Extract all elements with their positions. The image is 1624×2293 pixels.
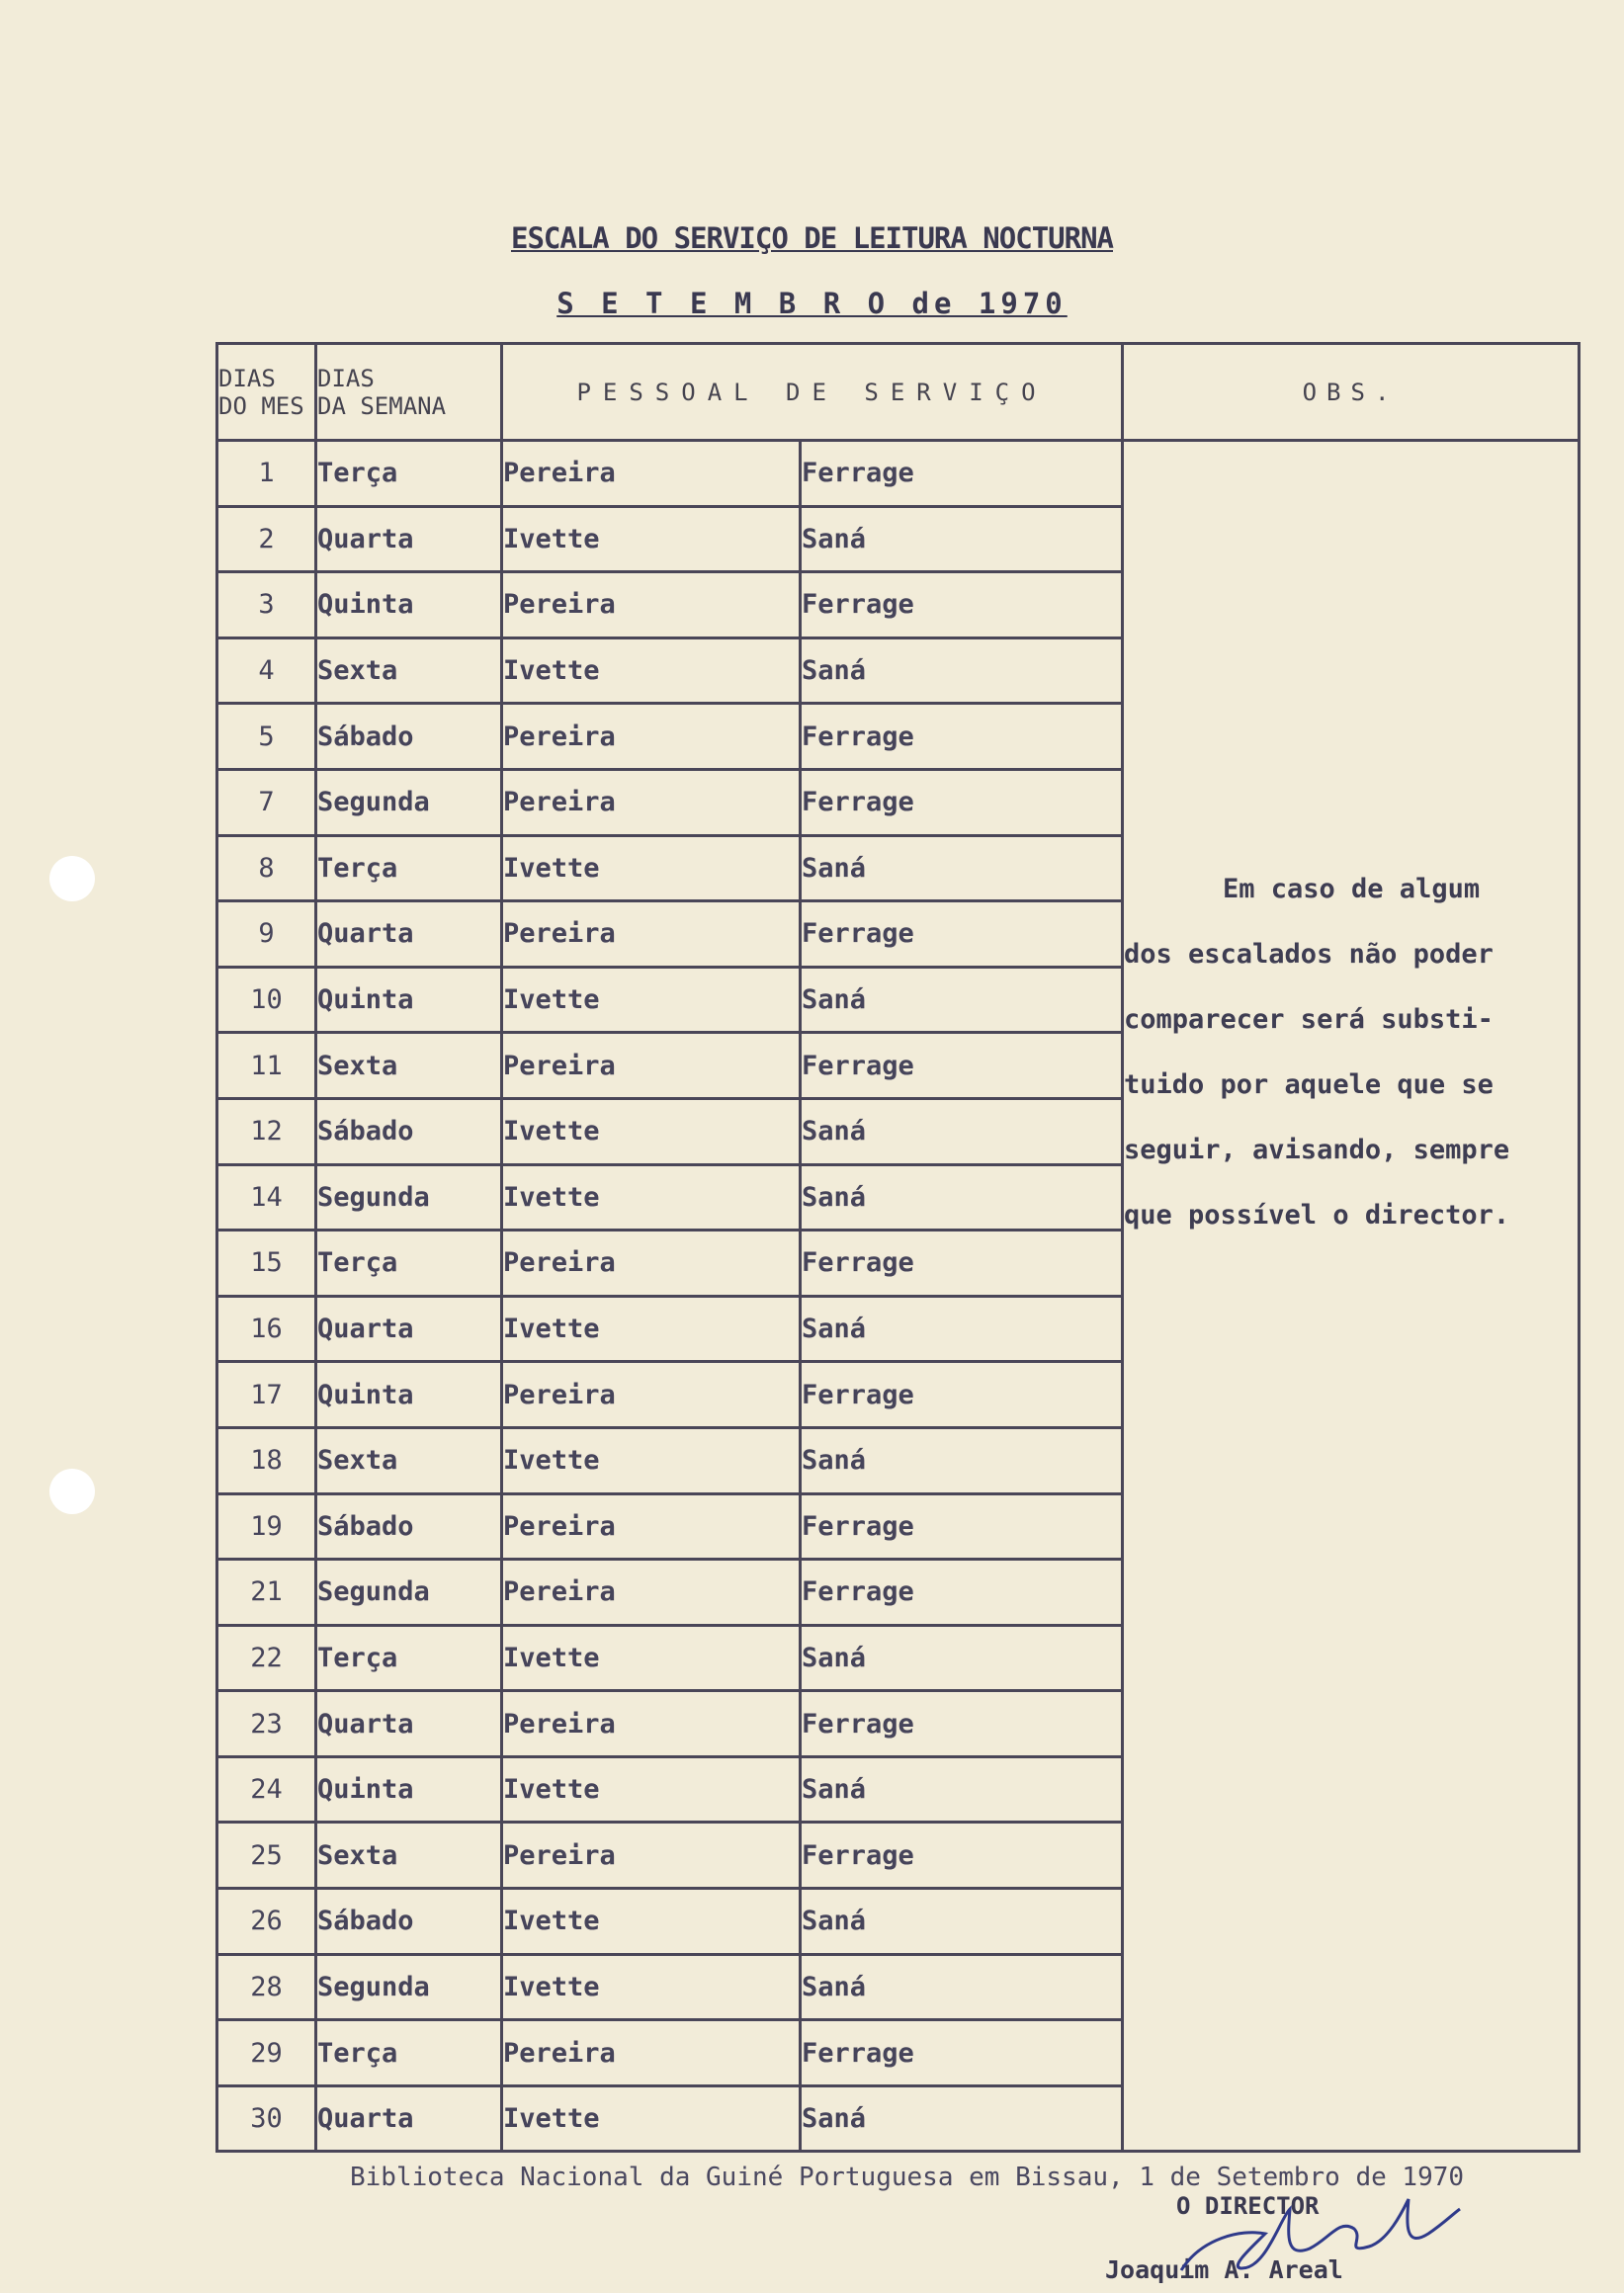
staff-b-cell: Saná <box>801 1098 1123 1164</box>
day-of-month-cell: 7 <box>217 769 316 835</box>
day-of-month-cell: 19 <box>217 1493 316 1560</box>
staff-b-cell: Ferrage <box>801 1493 1123 1560</box>
day-of-month-cell: 11 <box>217 1033 316 1099</box>
day-of-month-cell: 17 <box>217 1362 316 1428</box>
weekday-cell: Sexta <box>316 1033 502 1099</box>
staff-b-cell: Saná <box>801 967 1123 1033</box>
staff-b-cell: Ferrage <box>801 901 1123 968</box>
staff-a-cell: Pereira <box>502 769 801 835</box>
staff-b-cell: Ferrage <box>801 769 1123 835</box>
staff-b-cell: Ferrage <box>801 1691 1123 1757</box>
weekday-cell: Quarta <box>316 2085 502 2152</box>
staff-b-cell: Ferrage <box>801 441 1123 507</box>
weekday-cell: Quinta <box>316 1756 502 1823</box>
day-of-month-cell: 21 <box>217 1560 316 1626</box>
obs-note-cell <box>1123 441 1580 2152</box>
weekday-cell: Segunda <box>316 1164 502 1231</box>
signature-icon <box>1171 2179 1468 2288</box>
staff-a-cell: Pereira <box>502 1362 801 1428</box>
staff-a-cell: Pereira <box>502 1231 801 1297</box>
footer-name: Joaquim A. Areal <box>1105 2255 1343 2284</box>
day-of-month-cell: 25 <box>217 1823 316 1889</box>
staff-a-cell: Pereira <box>502 704 801 770</box>
day-of-month-cell: 12 <box>217 1098 316 1164</box>
document-title: ESCALA DO SERVIÇO DE LEITURA NOCTURNA <box>510 221 1113 255</box>
day-of-month-cell: 10 <box>217 967 316 1033</box>
obs-note-line: que possível o director. <box>1124 1200 1510 1231</box>
staff-a-cell: Ivette <box>502 2085 801 2152</box>
obs-note-line: seguir, avisando, sempre <box>1124 1135 1510 1165</box>
day-of-month-cell: 23 <box>217 1691 316 1757</box>
staff-a-cell: Ivette <box>502 835 801 901</box>
obs-note-line: Em caso de algum <box>1223 874 1481 904</box>
weekday-cell: Sábado <box>316 1493 502 1560</box>
day-of-month-cell: 14 <box>217 1164 316 1231</box>
day-of-month-cell: 28 <box>217 1954 316 2020</box>
obs-note-line: comparecer será substi- <box>1124 1004 1494 1035</box>
schedule-table <box>215 342 1581 2153</box>
weekday-cell: Segunda <box>316 769 502 835</box>
day-of-month-cell: 2 <box>217 506 316 572</box>
staff-a-cell: Ivette <box>502 637 801 704</box>
weekday-cell: Quarta <box>316 1296 502 1362</box>
staff-b-cell: Saná <box>801 1889 1123 1955</box>
staff-b-cell: Ferrage <box>801 1823 1123 1889</box>
day-of-month-cell: 15 <box>217 1231 316 1297</box>
staff-a-cell: Ivette <box>502 506 801 572</box>
staff-b-cell: Ferrage <box>801 572 1123 638</box>
staff-a-cell: Ivette <box>502 1427 801 1493</box>
weekday-cell: Sexta <box>316 1823 502 1889</box>
staff-b-cell: Saná <box>801 1756 1123 1823</box>
staff-a-cell: Pereira <box>502 1823 801 1889</box>
weekday-cell: Quarta <box>316 1691 502 1757</box>
day-of-month-cell: 30 <box>217 2085 316 2152</box>
weekday-cell: Sexta <box>316 1427 502 1493</box>
staff-b-cell: Ferrage <box>801 1033 1123 1099</box>
weekday-cell: Sexta <box>316 637 502 704</box>
footer-place-date: Biblioteca Nacional da Guiné Portuguesa em Bissau, 1 de Setembro de 1970 <box>350 2163 1465 2192</box>
header-day-of-month: DIAS DO MES <box>217 344 316 441</box>
staff-b-cell: Saná <box>801 1954 1123 2020</box>
weekday-cell: Quinta <box>316 1362 502 1428</box>
obs-note-line: dos escalados não poder <box>1124 939 1494 970</box>
staff-b-cell: Saná <box>801 506 1123 572</box>
day-of-month-cell: 22 <box>217 1625 316 1691</box>
staff-b-cell: Ferrage <box>801 1362 1123 1428</box>
staff-a-cell: Ivette <box>502 1098 801 1164</box>
weekday-cell: Sábado <box>316 704 502 770</box>
header-weekday: DIAS DA SEMANA <box>316 344 502 441</box>
staff-b-cell: Saná <box>801 1296 1123 1362</box>
staff-b-cell: Saná <box>801 1625 1123 1691</box>
day-of-month-cell: 4 <box>217 637 316 704</box>
staff-b-cell: Saná <box>801 2085 1123 2152</box>
staff-b-cell: Saná <box>801 637 1123 704</box>
weekday-cell: Terça <box>316 1625 502 1691</box>
day-of-month-cell: 3 <box>217 572 316 638</box>
staff-b-cell: Ferrage <box>801 1231 1123 1297</box>
staff-a-cell: Pereira <box>502 901 801 968</box>
weekday-cell: Terça <box>316 441 502 507</box>
staff-a-cell: Pereira <box>502 1560 801 1626</box>
day-of-month-cell: 29 <box>217 2020 316 2086</box>
day-of-month-cell: 8 <box>217 835 316 901</box>
day-of-month-cell: 16 <box>217 1296 316 1362</box>
staff-a-cell: Ivette <box>502 1625 801 1691</box>
punch-hole <box>49 1469 95 1514</box>
day-of-month-cell: 24 <box>217 1756 316 1823</box>
punch-hole <box>49 856 95 901</box>
staff-a-cell: Ivette <box>502 1889 801 1955</box>
weekday-cell: Sábado <box>316 1889 502 1955</box>
staff-a-cell: Pereira <box>502 1691 801 1757</box>
staff-a-cell: Ivette <box>502 1164 801 1231</box>
day-of-month-cell: 26 <box>217 1889 316 1955</box>
document-month: S E T E M B R O de 1970 <box>556 287 1068 320</box>
staff-a-cell: Pereira <box>502 441 801 507</box>
header-staff: PESSOAL DE SERVIÇO <box>502 344 1123 441</box>
staff-b-cell: Ferrage <box>801 2020 1123 2086</box>
staff-b-cell: Ferrage <box>801 1560 1123 1626</box>
staff-a-cell: Ivette <box>502 1954 801 2020</box>
weekday-cell: Segunda <box>316 1560 502 1626</box>
weekday-cell: Quarta <box>316 506 502 572</box>
day-of-month-cell: 9 <box>217 901 316 968</box>
staff-b-cell: Saná <box>801 835 1123 901</box>
staff-a-cell: Pereira <box>502 2020 801 2086</box>
day-of-month-cell: 18 <box>217 1427 316 1493</box>
weekday-cell: Terça <box>316 835 502 901</box>
weekday-cell: Terça <box>316 1231 502 1297</box>
staff-a-cell: Pereira <box>502 1493 801 1560</box>
staff-a-cell: Pereira <box>502 572 801 638</box>
staff-a-cell: Pereira <box>502 1033 801 1099</box>
staff-b-cell: Saná <box>801 1427 1123 1493</box>
weekday-cell: Quinta <box>316 572 502 638</box>
staff-b-cell: Ferrage <box>801 704 1123 770</box>
footer-role: O DIRECTOR <box>1176 2192 1320 2220</box>
staff-a-cell: Ivette <box>502 967 801 1033</box>
table-row <box>217 441 1580 507</box>
weekday-cell: Sábado <box>316 1098 502 1164</box>
obs-note-line: tuido por aquele que se <box>1124 1069 1494 1100</box>
staff-a-cell: Ivette <box>502 1296 801 1362</box>
weekday-cell: Quinta <box>316 967 502 1033</box>
staff-b-cell: Saná <box>801 1164 1123 1231</box>
obs-note <box>1124 442 1578 1248</box>
weekday-cell: Quarta <box>316 901 502 968</box>
header-obs: OBS. <box>1123 344 1580 441</box>
staff-a-cell: Ivette <box>502 1756 801 1823</box>
day-of-month-cell: 5 <box>217 704 316 770</box>
weekday-cell: Segunda <box>316 1954 502 2020</box>
day-of-month-cell: 1 <box>217 441 316 507</box>
weekday-cell: Terça <box>316 2020 502 2086</box>
